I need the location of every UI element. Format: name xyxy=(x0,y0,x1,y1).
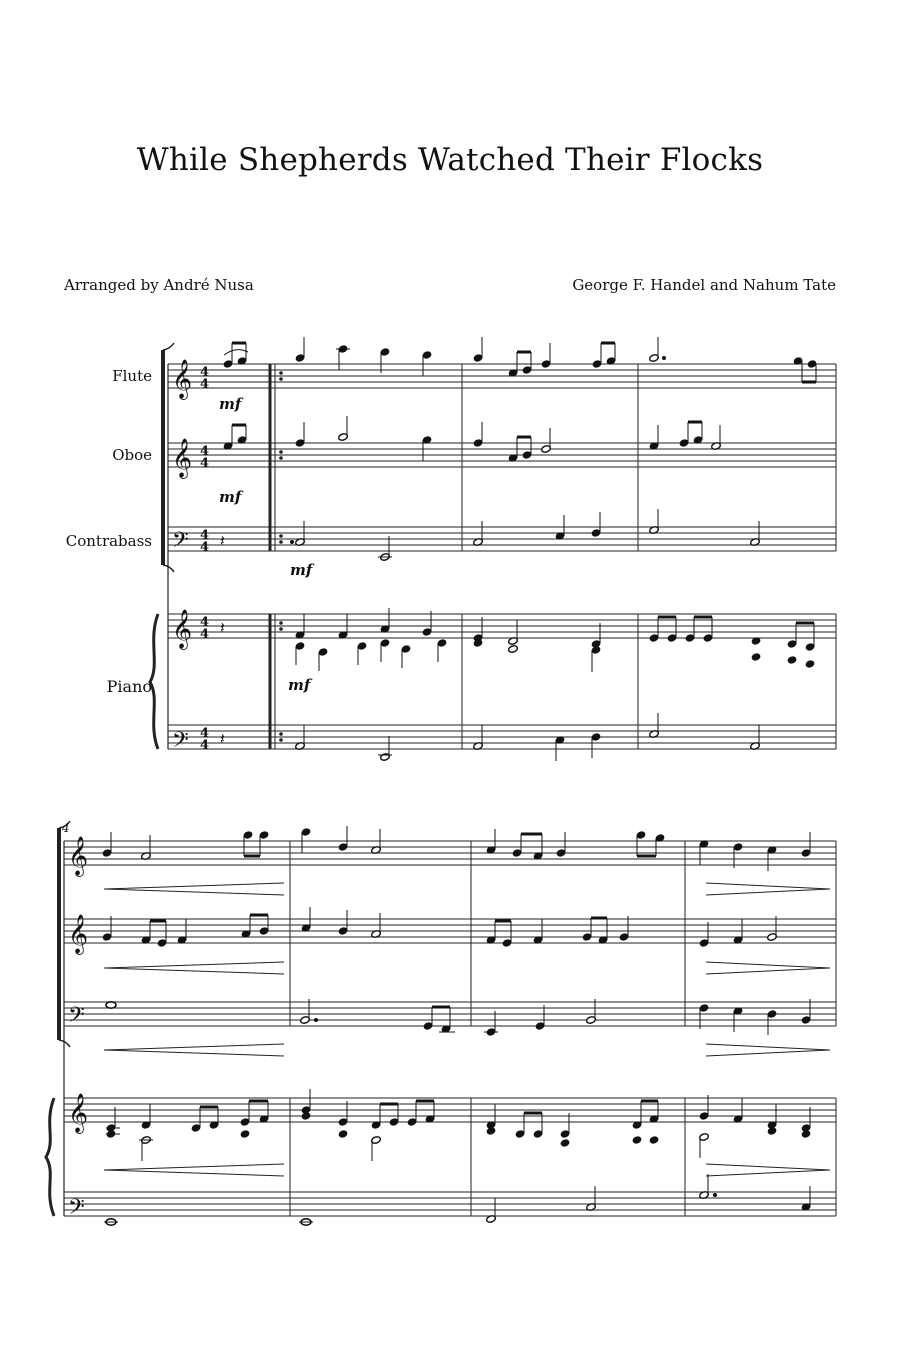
bass-clef-icon: 𝄢 xyxy=(172,528,189,558)
notes-system-1 xyxy=(220,337,817,761)
instrument-label-piano: Piano xyxy=(106,677,152,696)
piano-brace xyxy=(46,1098,54,1216)
treble-clef-icon: 𝄞 xyxy=(172,359,193,399)
score-title: While Shepherds Watched Their Flocks xyxy=(136,142,764,178)
svg-text:𝄽: 𝄽 xyxy=(220,531,225,550)
treble-clef-icon: 𝄞 xyxy=(172,438,193,478)
dynamic-marking: mf xyxy=(288,676,311,694)
time-sig-bottom: 4 xyxy=(200,627,210,642)
treble-clef-icon: 𝄞 xyxy=(68,1093,89,1133)
dynamic-marking: mf xyxy=(219,395,242,413)
dynamic-marking: mf xyxy=(219,488,242,506)
treble-clef-icon: 𝄞 xyxy=(172,609,193,649)
flute-staff xyxy=(168,364,836,388)
svg-text:𝄽: 𝄽 xyxy=(220,729,225,748)
time-sig-bottom: 4 xyxy=(200,456,210,471)
dynamic-marking: mf xyxy=(290,561,313,579)
system-1 xyxy=(150,343,836,749)
time-sig-bottom: 4 xyxy=(200,738,210,753)
time-sig-top: 4 xyxy=(200,726,210,741)
instrument-label-contrabass: Contrabass xyxy=(65,532,152,550)
arranger-credit: Arranged by André Nusa xyxy=(64,276,254,294)
treble-clef-icon: 𝄞 xyxy=(68,914,89,954)
svg-text:𝄽: 𝄽 xyxy=(220,618,225,637)
bass-clef-icon: 𝄢 xyxy=(68,1195,85,1225)
composer-credit: George F. Handel and Nahum Tate xyxy=(572,276,836,294)
time-sig-bottom: 4 xyxy=(200,377,210,392)
instrument-label-oboe: Oboe xyxy=(112,446,152,464)
piano-brace xyxy=(150,614,158,749)
time-sig-top: 4 xyxy=(200,528,210,543)
bass-clef-icon: 𝄢 xyxy=(172,728,189,758)
time-sig-top: 4 xyxy=(200,615,210,630)
measure-number: 4 xyxy=(62,821,70,835)
barlines-system-1 xyxy=(270,364,836,749)
contrabass-staff xyxy=(168,527,836,551)
bass-clef-icon: 𝄢 xyxy=(68,1003,85,1033)
system-2 xyxy=(46,821,836,1216)
piano-treble-staff xyxy=(168,614,836,638)
time-sig-top: 4 xyxy=(200,444,210,459)
oboe-staff xyxy=(168,443,836,467)
time-sig-top: 4 xyxy=(200,365,210,380)
piano-bass-staff xyxy=(168,725,836,749)
instrument-label-flute: Flute xyxy=(112,367,152,385)
time-sig-bottom: 4 xyxy=(200,540,210,555)
treble-clef-icon: 𝄞 xyxy=(68,836,89,876)
